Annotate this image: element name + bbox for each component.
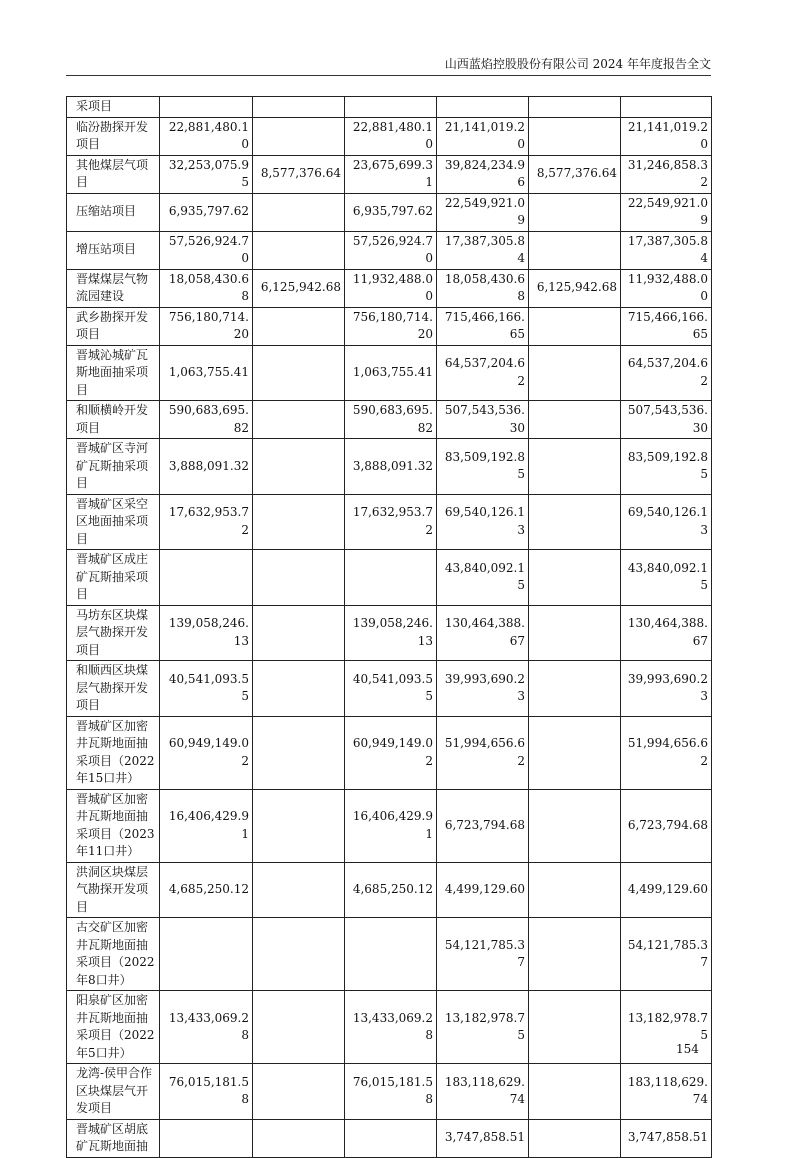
amount-value: 183,118,629.74 (627, 1074, 708, 1107)
amount-cell (437, 345, 529, 401)
amount-value: 60,949,149.02 (168, 736, 249, 768)
amount-value: 18,058,430.68 (168, 271, 249, 303)
table-row (67, 991, 712, 1064)
amount-cell (160, 401, 253, 439)
amount-cell (160, 862, 253, 918)
amount-value: 6,723,794.68 (444, 817, 525, 832)
amount-cell (160, 605, 253, 661)
amount-value: 756,180,714.20 (352, 309, 433, 341)
amount-cell (345, 1064, 437, 1120)
amount-cell (437, 231, 529, 269)
amount-cell (529, 97, 621, 118)
amount-cell (160, 661, 253, 717)
amount-cell (345, 494, 437, 550)
amount-value: 183,118,629.74 (444, 1074, 525, 1107)
amount-cell (253, 155, 345, 193)
amount-cell (345, 97, 437, 118)
table-row (67, 307, 712, 345)
amount-cell (437, 307, 529, 345)
project-name-cell: 采项目 (67, 97, 160, 118)
amount-cell (253, 439, 345, 495)
amount-value: 8,577,376.64 (536, 166, 617, 181)
table-row (67, 269, 712, 307)
amount-cell (437, 97, 529, 118)
amount-cell (621, 401, 712, 439)
amount-value: 39,824,234.96 (444, 157, 525, 189)
amount-cell (253, 862, 345, 918)
amount-cell (345, 155, 437, 193)
amount-value: 43,840,092.15 (444, 560, 525, 593)
amount-cell (160, 550, 253, 606)
amount-cell (621, 494, 712, 550)
amount-cell (529, 269, 621, 307)
amount-value: 4,499,129.60 (627, 882, 708, 896)
amount-cell (437, 401, 529, 439)
amount-value: 17,387,305.84 (444, 233, 525, 265)
amount-value: 39,993,690.23 (444, 671, 525, 704)
amount-value: 17,632,953.72 (168, 505, 249, 537)
amount-cell (345, 550, 437, 606)
amount-cell (160, 494, 253, 550)
amount-value: 22,881,480.10 (168, 119, 249, 151)
amount-cell (529, 918, 621, 991)
amount-cell (345, 231, 437, 269)
amount-cell (437, 716, 529, 789)
amount-value: 6,723,794.68 (627, 817, 708, 832)
amount-value: 21,141,019.20 (444, 119, 525, 151)
amount-cell (160, 269, 253, 307)
amount-value: 21,141,019.20 (627, 119, 708, 151)
project-name-cell: 晋城矿区加密井瓦斯地面抽采项目（2022年15口井） (67, 716, 160, 789)
amount-cell (345, 117, 437, 155)
amount-value: 4,685,250.12 (352, 882, 433, 896)
project-name-cell: 洪洞区块煤层气勘探开发项目 (67, 862, 160, 918)
amount-value: 6,125,942.68 (260, 280, 341, 295)
amount-value: 64,537,204.62 (627, 356, 708, 388)
amount-value: 22,549,921.09 (444, 195, 525, 227)
table-row (67, 716, 712, 789)
amount-cell (253, 716, 345, 789)
amount-cell (253, 494, 345, 550)
amount-value: 590,683,695.82 (352, 403, 433, 435)
amount-cell (529, 862, 621, 918)
amount-value: 60,949,149.02 (352, 736, 433, 768)
table-row (67, 193, 712, 231)
amount-value: 16,406,429.91 (352, 809, 433, 841)
amount-cell (437, 439, 529, 495)
amount-value: 3,888,091.32 (168, 458, 249, 473)
amount-value: 40,541,093.55 (352, 671, 433, 704)
amount-cell (253, 789, 345, 862)
amount-value: 130,464,388.67 (444, 616, 525, 648)
amount-cell (253, 345, 345, 401)
amount-value: 507,543,536.30 (627, 403, 708, 435)
amount-cell (345, 1119, 437, 1157)
amount-cell (529, 661, 621, 717)
table-row (67, 918, 712, 991)
amount-value: 17,387,305.84 (627, 233, 708, 265)
amount-value: 76,015,181.58 (168, 1074, 249, 1107)
amount-value: 130,464,388.67 (627, 616, 708, 648)
amount-cell (529, 991, 621, 1064)
table-row (67, 345, 712, 401)
page-number: 154 (676, 1042, 699, 1056)
amount-value: 756,180,714.20 (168, 309, 249, 341)
amount-value: 13,433,069.28 (352, 1010, 433, 1042)
amount-value: 83,509,192.85 (627, 449, 708, 482)
amount-cell (437, 550, 529, 606)
amount-value: 18,058,430.68 (444, 271, 525, 303)
amount-cell (621, 439, 712, 495)
amount-cell (529, 117, 621, 155)
amount-value: 6,935,797.62 (168, 204, 249, 219)
project-name-cell: 晋煤煤层气物流园建设 (67, 269, 160, 307)
amount-cell (345, 269, 437, 307)
amount-cell (345, 439, 437, 495)
table-row (67, 97, 712, 118)
amount-cell (253, 307, 345, 345)
amount-cell (345, 661, 437, 717)
amount-cell (160, 155, 253, 193)
project-name-cell: 和顺横岭开发项目 (67, 401, 160, 439)
amount-cell (621, 193, 712, 231)
amount-value: 6,125,942.68 (536, 280, 617, 295)
table-row (67, 117, 712, 155)
table-row (67, 1119, 712, 1157)
amount-value: 139,058,246.13 (352, 616, 433, 648)
amount-cell (253, 97, 345, 118)
amount-value: 51,994,656.62 (444, 736, 525, 768)
construction-projects-table (66, 96, 712, 1158)
project-name-cell: 马坊东区块煤层气勘探开发项目 (67, 605, 160, 661)
amount-value: 590,683,695.82 (168, 403, 249, 435)
amount-cell (160, 97, 253, 118)
amount-cell (621, 716, 712, 789)
amount-cell (529, 345, 621, 401)
project-name-cell: 晋城矿区采空区地面抽采项目 (67, 494, 160, 550)
project-name-cell: 和顺西区块煤层气勘探开发项目 (67, 661, 160, 717)
amount-cell (437, 269, 529, 307)
table-body (67, 97, 712, 1158)
amount-cell (160, 991, 253, 1064)
table-row (67, 1064, 712, 1120)
amount-cell (621, 117, 712, 155)
amount-cell (345, 307, 437, 345)
amount-cell (253, 1119, 345, 1157)
table-row (67, 401, 712, 439)
amount-cell (253, 401, 345, 439)
amount-value: 54,121,785.37 (627, 937, 708, 969)
amount-value: 4,685,250.12 (168, 882, 249, 896)
table-row (67, 439, 712, 495)
amount-value: 13,182,978.75 (627, 1010, 708, 1042)
amount-cell (160, 345, 253, 401)
amount-cell (160, 789, 253, 862)
amount-cell (529, 231, 621, 269)
amount-cell (253, 661, 345, 717)
amount-cell (437, 494, 529, 550)
amount-cell (253, 918, 345, 991)
amount-value: 715,466,166.65 (627, 309, 708, 341)
amount-cell (621, 1064, 712, 1120)
amount-value: 57,526,924.70 (168, 233, 249, 265)
amount-cell (529, 550, 621, 606)
amount-cell (621, 97, 712, 118)
amount-cell (529, 155, 621, 193)
amount-cell (437, 789, 529, 862)
amount-cell (437, 1064, 529, 1120)
amount-cell (529, 401, 621, 439)
project-name-cell: 临汾勘探开发项目 (67, 117, 160, 155)
amount-cell (437, 117, 529, 155)
amount-value: 16,406,429.91 (168, 809, 249, 841)
amount-value: 1,063,755.41 (352, 365, 433, 379)
amount-cell (160, 716, 253, 789)
amount-cell (345, 401, 437, 439)
amount-cell (345, 789, 437, 862)
amount-value: 139,058,246.13 (168, 616, 249, 648)
amount-cell (437, 605, 529, 661)
amount-cell (253, 1064, 345, 1120)
amount-value: 715,466,166.65 (444, 309, 525, 341)
amount-value: 23,675,699.31 (352, 157, 433, 189)
amount-value: 3,747,858.51 (627, 1130, 708, 1145)
amount-value: 13,433,069.28 (168, 1010, 249, 1042)
table-row (67, 789, 712, 862)
amount-cell (529, 1064, 621, 1120)
table-row (67, 231, 712, 269)
amount-value: 83,509,192.85 (444, 449, 525, 482)
document-title: 山西蓝焰控股股份有限公司 2024 年年度报告全文 (444, 57, 711, 71)
project-name-cell: 其他煤层气项目 (67, 155, 160, 193)
amount-cell (253, 550, 345, 606)
amount-cell (345, 991, 437, 1064)
amount-cell (529, 1119, 621, 1157)
table-row (67, 605, 712, 661)
amount-cell (621, 661, 712, 717)
project-name-cell: 古交矿区加密井瓦斯地面抽采项目（2022年8口井） (67, 918, 160, 991)
amount-cell (621, 862, 712, 918)
amount-value: 8,577,376.64 (260, 166, 341, 181)
amount-value: 51,994,656.62 (627, 736, 708, 768)
amount-cell (160, 307, 253, 345)
amount-value: 69,540,126.13 (444, 505, 525, 537)
amount-value: 1,063,755.41 (168, 365, 249, 379)
amount-cell (437, 193, 529, 231)
amount-cell (345, 193, 437, 231)
amount-cell (621, 918, 712, 991)
amount-cell (621, 605, 712, 661)
amount-cell (621, 345, 712, 401)
project-name-cell: 晋城沁城矿瓦斯地面抽采项目 (67, 345, 160, 401)
project-name-cell: 晋城矿区成庄矿瓦斯抽采项目 (67, 550, 160, 606)
amount-cell (160, 231, 253, 269)
amount-cell (529, 193, 621, 231)
amount-cell (160, 918, 253, 991)
amount-value: 31,246,858.32 (627, 157, 708, 189)
amount-value: 507,543,536.30 (444, 403, 525, 435)
amount-cell (345, 605, 437, 661)
project-name-cell: 晋城矿区寺河矿瓦斯抽采项目 (67, 439, 160, 495)
amount-value: 40,541,093.55 (168, 671, 249, 704)
amount-value: 3,888,091.32 (352, 458, 433, 473)
amount-value: 32,253,075.95 (168, 157, 249, 189)
amount-value: 76,015,181.58 (352, 1074, 433, 1107)
table-row (67, 550, 712, 606)
project-name-cell: 武乡勘探开发项目 (67, 307, 160, 345)
amount-cell (529, 716, 621, 789)
amount-cell (529, 494, 621, 550)
amount-value: 54,121,785.37 (444, 937, 525, 969)
amount-cell (621, 789, 712, 862)
amount-cell (253, 269, 345, 307)
amount-value: 22,549,921.09 (627, 195, 708, 227)
amount-value: 22,881,480.10 (352, 119, 433, 151)
amount-cell (437, 155, 529, 193)
project-name-cell: 龙湾-侯甲合作区块煤层气开发项目 (67, 1064, 160, 1120)
amount-value: 13,182,978.75 (444, 1010, 525, 1042)
page-header (66, 55, 711, 76)
amount-value: 4,499,129.60 (444, 882, 525, 896)
amount-cell (345, 862, 437, 918)
amount-cell (437, 991, 529, 1064)
amount-cell (160, 193, 253, 231)
amount-cell (253, 231, 345, 269)
amount-cell (160, 439, 253, 495)
amount-value: 64,537,204.62 (444, 356, 525, 388)
amount-value: 39,993,690.23 (627, 671, 708, 704)
table-row (67, 494, 712, 550)
amount-cell (621, 231, 712, 269)
amount-cell (437, 661, 529, 717)
amount-cell (621, 155, 712, 193)
amount-cell (253, 991, 345, 1064)
amount-value: 11,932,488.00 (627, 271, 708, 303)
amount-cell (345, 716, 437, 789)
amount-cell (529, 307, 621, 345)
project-name-cell: 压缩站项目 (67, 193, 160, 231)
project-name-cell: 增压站项目 (67, 231, 160, 269)
amount-cell (621, 269, 712, 307)
amount-cell (253, 193, 345, 231)
amount-cell (160, 1119, 253, 1157)
amount-cell (160, 1064, 253, 1120)
amount-cell (621, 1119, 712, 1157)
amount-cell (437, 918, 529, 991)
table-row (67, 862, 712, 918)
amount-cell (529, 789, 621, 862)
amount-cell (621, 550, 712, 606)
amount-cell (621, 307, 712, 345)
amount-value: 43,840,092.15 (627, 560, 708, 593)
project-name-cell: 晋城矿区加密井瓦斯地面抽采项目（2023年11口井） (67, 789, 160, 862)
table-row (67, 661, 712, 717)
amount-cell (345, 345, 437, 401)
amount-cell (437, 862, 529, 918)
amount-cell (529, 439, 621, 495)
amount-value: 17,632,953.72 (352, 505, 433, 537)
amount-cell (345, 918, 437, 991)
amount-value: 6,935,797.62 (352, 204, 433, 219)
amount-value: 11,932,488.00 (352, 271, 433, 303)
amount-cell (437, 1119, 529, 1157)
project-name-cell: 晋城矿区胡底矿瓦斯地面抽 (67, 1119, 160, 1157)
project-name-cell: 阳泉矿区加密井瓦斯地面抽采项目（2022年5口井） (67, 991, 160, 1064)
table-row (67, 155, 712, 193)
amount-cell (160, 117, 253, 155)
amount-cell (253, 117, 345, 155)
amount-cell (529, 605, 621, 661)
amount-value: 57,526,924.70 (352, 233, 433, 265)
amount-value: 3,747,858.51 (444, 1130, 525, 1145)
amount-value: 69,540,126.13 (627, 505, 708, 537)
amount-cell (253, 605, 345, 661)
